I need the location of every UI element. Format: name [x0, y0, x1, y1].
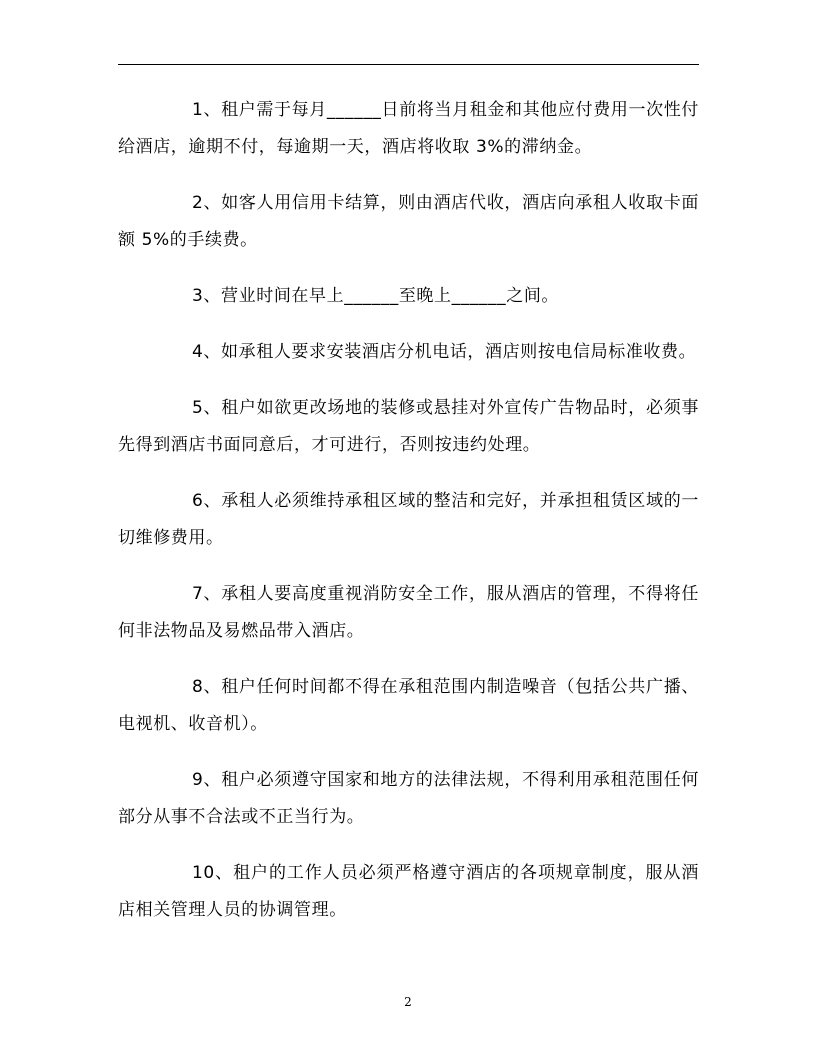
clause-1: 1、租户需于每月______日前将当月租金和其他应付费用一次性付给酒店，逾期不付，每逾期一天，酒店将收取 3%的滞纳金。	[118, 100, 699, 157]
clause-9: 9、租户必须遵守国家和地方的法律法规，不得利用承租范围任何部分从事不合法或不正当行为。	[118, 770, 699, 827]
clause-8: 8、租户任何时间都不得在承租范围内制造噪音（包括公共广播、电视机、收音机）。	[118, 677, 699, 734]
clause-7: 7、承租人要高度重视消防安全工作，服从酒店的管理，不得将任何非法物品及易燃品带入酒店。	[118, 584, 699, 641]
clause-3: 3、营业时间在早上______至晚上______之间。	[192, 286, 560, 306]
clause-4: 4、如承租人要求安装酒店分机电话，酒店则按电信局标准收费。	[192, 342, 697, 362]
clause-5: 5、租户如欲更改场地的装修或悬挂对外宣传广告物品时，必须事先得到酒店书面同意后，才可进行，否则按违约处理。	[118, 398, 699, 455]
header-rule	[118, 64, 699, 65]
clause-10: 10、租户的工作人员必须严格遵守酒店的各项规章制度，服从酒店相关管理人员的协调管理。	[118, 863, 699, 920]
clause-6: 6、承租人必须维持承租区域的整洁和完好，并承担租赁区域的一切维修费用。	[118, 491, 699, 548]
clause-2: 2、如客人用信用卡结算，则由酒店代收，酒店向承租人收取卡面额 5%的手续费。	[118, 193, 699, 250]
document-body	[118, 92, 699, 948]
page-number: 2	[404, 995, 412, 1009]
